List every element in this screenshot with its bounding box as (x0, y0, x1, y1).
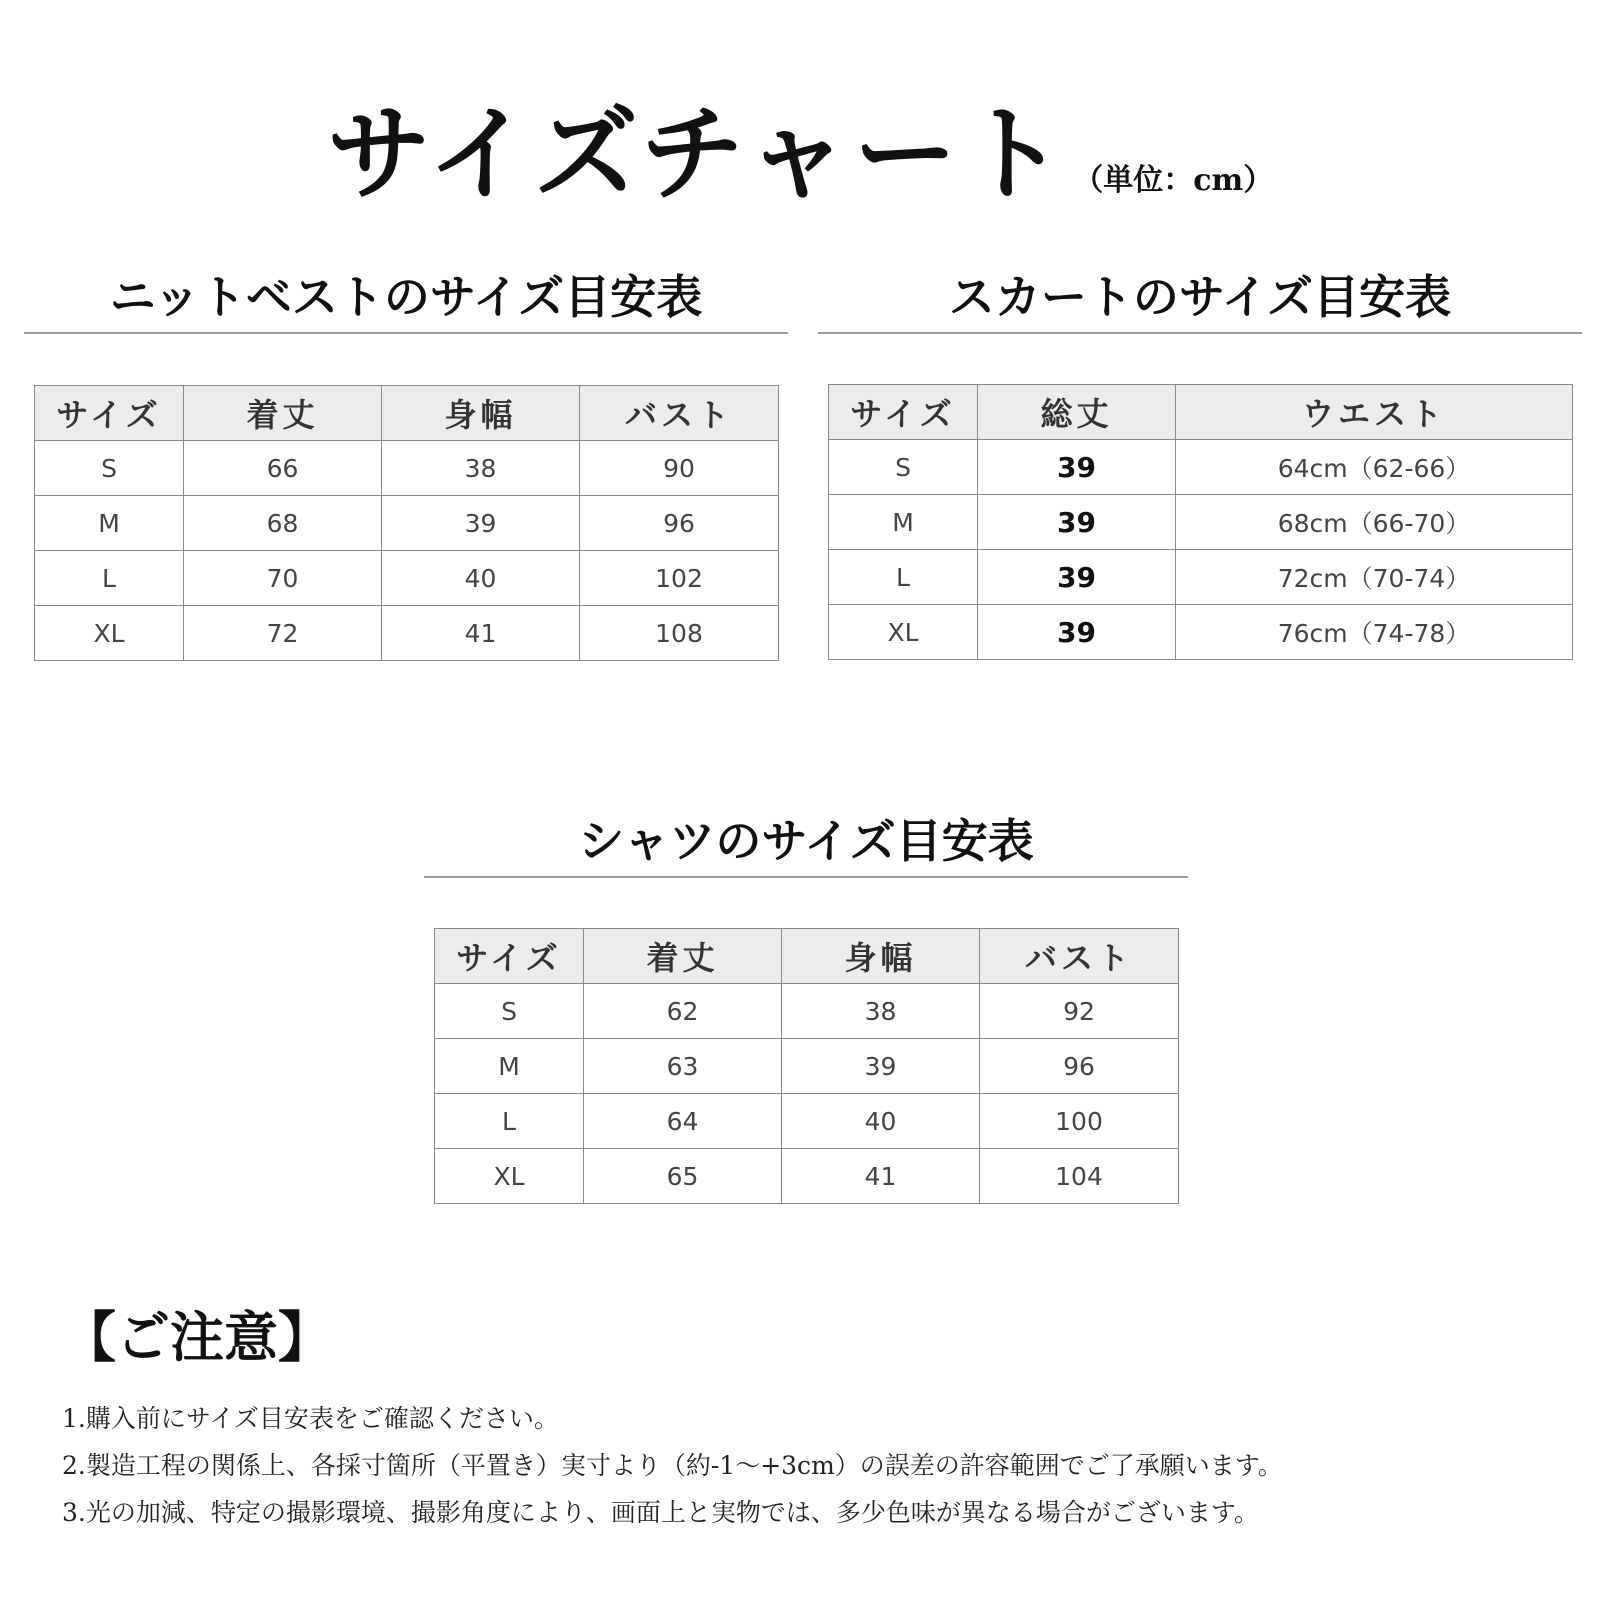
cell-waist: 64cm（62-66） (1176, 440, 1573, 495)
cell-bust: 102 (580, 551, 779, 606)
table-row (35, 496, 779, 551)
note-item: 2.製造工程の関係上、各採寸箇所（平置き）実寸より（約-1～+3cm）の誤差の許容範囲でご了承願います。 (62, 1451, 1283, 1480)
header-waist: ウエスト (1176, 385, 1573, 440)
cell-bust: 96 (980, 1039, 1179, 1094)
cell-length: 70 (184, 551, 382, 606)
header-bust: バスト (980, 929, 1179, 984)
cell-bust: 96 (580, 496, 779, 551)
shirt-table (434, 928, 1179, 1204)
skirt-heading: スカートのサイズ目安表 (818, 262, 1582, 334)
cell-total-length: 39 (978, 550, 1176, 605)
cell-size: XL (35, 606, 184, 661)
header-width: 身幅 (782, 929, 980, 984)
header-width: 身幅 (382, 386, 580, 441)
table-row (829, 605, 1573, 660)
cell-length: 66 (184, 441, 382, 496)
cell-bust: 104 (980, 1149, 1179, 1204)
cell-waist: 72cm（70-74） (1176, 550, 1573, 605)
table-row (35, 441, 779, 496)
table-row (829, 495, 1573, 550)
cell-width: 40 (382, 551, 580, 606)
table-row (35, 551, 779, 606)
knit-vest-section (24, 262, 788, 334)
table-row (829, 440, 1573, 495)
header-size: サイズ (829, 385, 978, 440)
cell-size: M (35, 496, 184, 551)
cell-length: 63 (584, 1039, 782, 1094)
table-row (435, 1039, 1179, 1094)
cell-width: 41 (382, 606, 580, 661)
cell-bust: 108 (580, 606, 779, 661)
shirt-section (424, 806, 1188, 878)
cell-length: 64 (584, 1094, 782, 1149)
header-length: 着丈 (584, 929, 782, 984)
table-row (829, 550, 1573, 605)
page-title-main: サイズチャート (326, 92, 1070, 215)
cell-size: L (829, 550, 978, 605)
cell-length: 68 (184, 496, 382, 551)
cell-size: XL (435, 1149, 584, 1204)
header-bust: バスト (580, 386, 779, 441)
table-row (435, 1094, 1179, 1149)
cell-bust: 100 (980, 1094, 1179, 1149)
table-row (35, 606, 779, 661)
cell-width: 41 (782, 1149, 980, 1204)
cell-total-length: 39 (978, 495, 1176, 550)
cell-size: XL (829, 605, 978, 660)
header-size: サイズ (35, 386, 184, 441)
cell-size: L (35, 551, 184, 606)
cell-waist: 76cm（74-78） (1176, 605, 1573, 660)
skirt-table (828, 384, 1573, 660)
knit-vest-table (34, 385, 779, 661)
cell-length: 72 (184, 606, 382, 661)
cell-size: M (829, 495, 978, 550)
table-row (435, 1149, 1179, 1204)
cell-length: 62 (584, 984, 782, 1039)
table-row (435, 984, 1179, 1039)
cell-size: S (435, 984, 584, 1039)
cell-width: 39 (382, 496, 580, 551)
cell-total-length: 39 (978, 440, 1176, 495)
table-header-row (435, 929, 1179, 984)
page-title (0, 70, 1600, 220)
table-header-row (35, 386, 779, 441)
knit-vest-heading: ニットベストのサイズ目安表 (24, 262, 788, 334)
cell-size: S (829, 440, 978, 495)
note-item: 1.購入前にサイズ目安表をご確認ください。 (62, 1404, 559, 1433)
notes-title: 【ご注意】 (62, 1305, 332, 1369)
cell-width: 39 (782, 1039, 980, 1094)
cell-length: 65 (584, 1149, 782, 1204)
cell-bust: 92 (980, 984, 1179, 1039)
cell-size: M (435, 1039, 584, 1094)
cell-bust: 90 (580, 441, 779, 496)
table-header-row (829, 385, 1573, 440)
skirt-section (818, 262, 1582, 334)
cell-size: S (35, 441, 184, 496)
cell-total-length: 39 (978, 605, 1176, 660)
cell-size: L (435, 1094, 584, 1149)
cell-width: 40 (782, 1094, 980, 1149)
note-item: 3.光の加減、特定の撮影環境、撮影角度により、画面上と実物では、多少色味が異なる場合がございます。 (62, 1498, 1259, 1527)
notes-list (62, 1395, 1562, 1536)
shirt-heading: シャツのサイズ目安表 (424, 806, 1188, 878)
header-total-length: 総丈 (978, 385, 1176, 440)
header-length: 着丈 (184, 386, 382, 441)
cell-width: 38 (382, 441, 580, 496)
unit-label: （単位：cm） (1073, 163, 1274, 198)
cell-width: 38 (782, 984, 980, 1039)
cell-waist: 68cm（66-70） (1176, 495, 1573, 550)
header-size: サイズ (435, 929, 584, 984)
